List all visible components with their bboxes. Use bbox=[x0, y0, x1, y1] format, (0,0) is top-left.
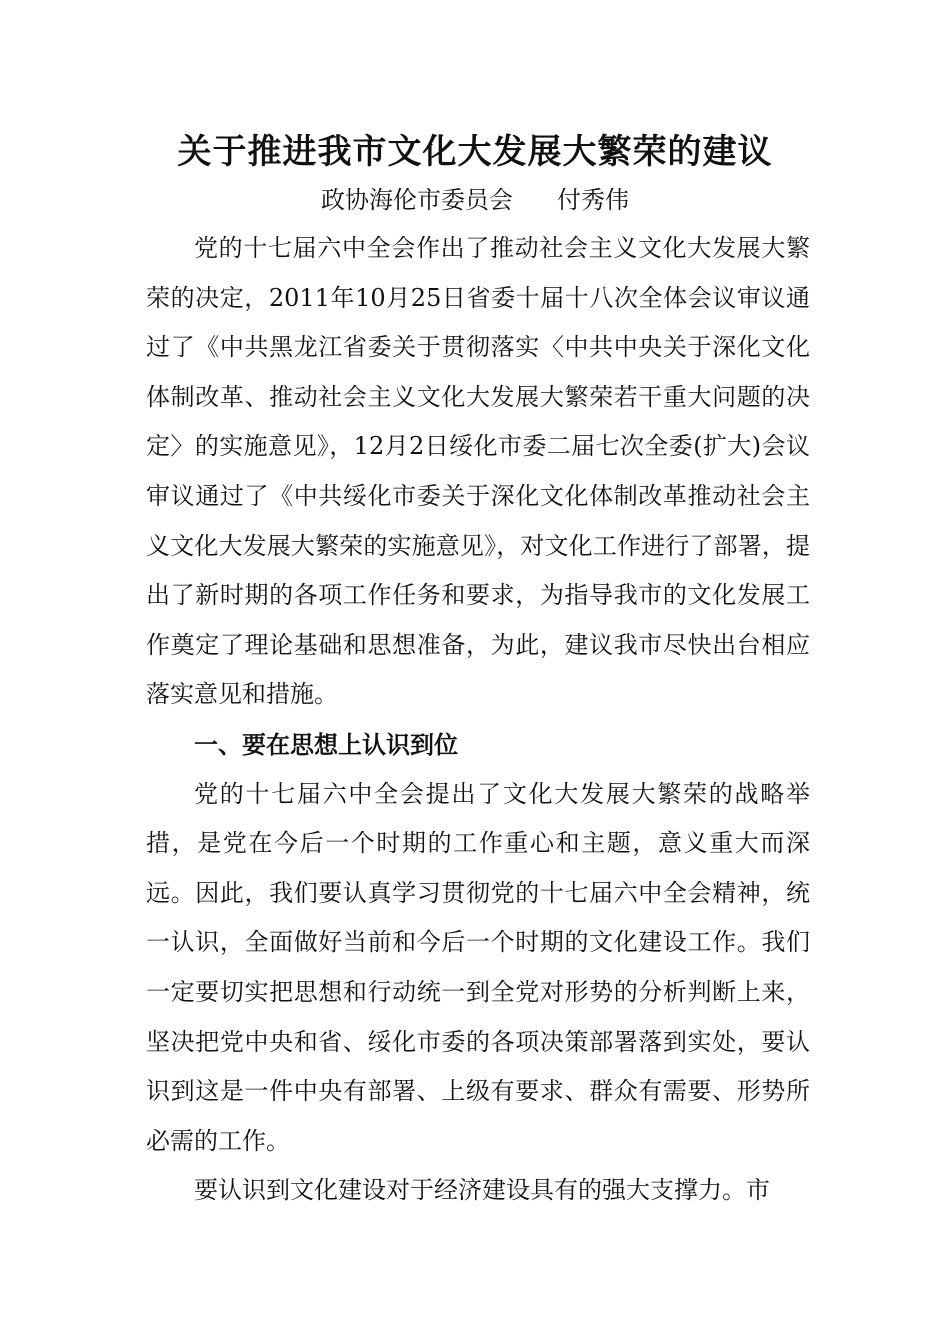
author-line bbox=[0, 180, 950, 220]
section-heading-1: 一、要在思想上认识到位 bbox=[194, 729, 458, 759]
paragraph-intro: 党的十七届六中全会作出了推动社会主义文化大发展大繁荣的决定，2011年10月25日省委十届十八次全体会议审议通过了《中共黑龙江省委关于贯彻落实〈中共中央关于深化文化体制改革、推动社会主义文化大发展大繁荣若干重大问题的决定〉的实施意见》，12月2日绥化市委二届七次全委(扩大)会议审议通过了《中共绥化市委关于深化文化体制改革推动社会主义文化大发展大繁荣的实施意见》，对文化工作进行了部署，提出了新时期的各项工作任务和要求，为指导我市的文化发展工作奠定了理论基础和思想准备，为此，建议我市尽快出台相应落实意见和措施。 bbox=[146, 234, 810, 709]
document-body bbox=[146, 224, 810, 1216]
author-organization: 政协海伦市委员会 bbox=[321, 186, 513, 214]
paragraph-section-1: 党的十七届六中全会提出了文化大发展大繁荣的战略举措，是党在今后一个时期的工作重心和主题，意义重大而深远。因此，我们要认真学习贯彻党的十七届六中全会精神，统一认识，全面做好当前和今后一个时期的文化建设工作。我们一定要切实把思想和行动统一到全党对形势的分析判断上来，坚决把党中央和省、绥化市委的各项决策部署落到实处，要认识到这是一件中央有部署、上级有要求、群众有需要、形势所必需的工作。 bbox=[146, 779, 810, 1155]
paragraph-section-1-continued: 要认识到文化建设对于经济建设具有的强大支撑力。市 bbox=[194, 1176, 770, 1205]
document-title: 关于推进我市文化大发展大繁荣的建议 bbox=[177, 132, 773, 172]
author-name: 付秀伟 bbox=[557, 186, 629, 214]
